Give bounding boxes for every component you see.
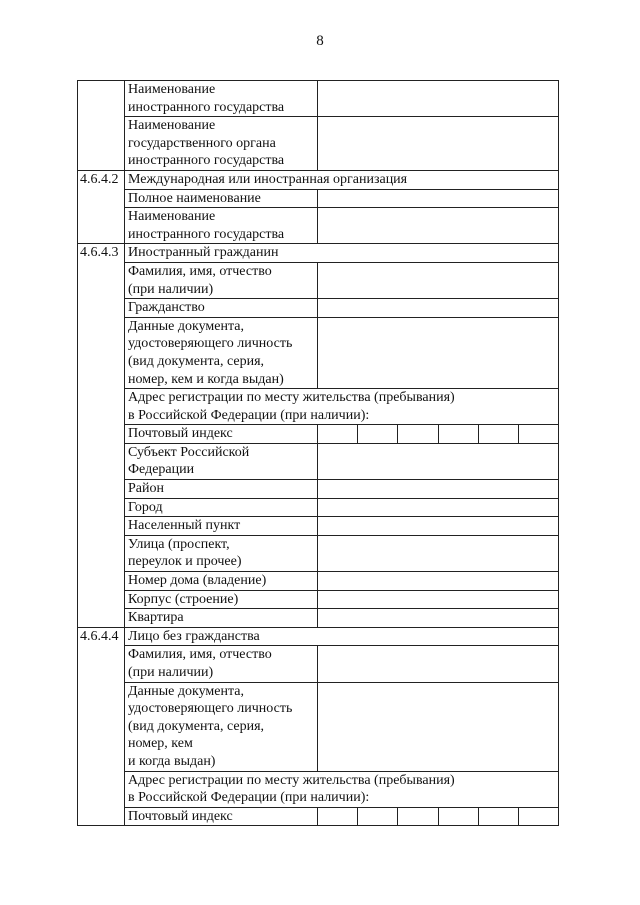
label-line: номер, кем и когда выдан) <box>128 371 284 387</box>
label-line: Фамилия, имя, отчество <box>128 263 272 279</box>
form-table <box>77 80 559 826</box>
label-line: Наименование <box>128 209 216 225</box>
postal-index-digit-cell[interactable] <box>358 808 398 826</box>
table-row <box>78 317 559 388</box>
label-line: Корпус (строение) <box>128 591 239 607</box>
label-line: (вид документа, серия, <box>128 718 265 734</box>
table-row <box>78 807 559 826</box>
postal-index-digit-cell[interactable] <box>519 425 558 443</box>
field-label <box>125 609 318 628</box>
table-row <box>78 646 559 682</box>
postal-index-digit-cell[interactable] <box>318 808 358 826</box>
postal-index-digit-cell[interactable] <box>479 425 519 443</box>
section-number: 4.6.4.3 <box>78 244 125 627</box>
label-line: номер, кем <box>128 736 193 752</box>
label-line: Субъект Российской <box>128 444 250 460</box>
field-label <box>125 208 318 244</box>
label-line: Почтовый индекс <box>128 426 233 442</box>
label-line: в Российской Федерации (при наличии): <box>128 790 370 806</box>
postal-index-digit-cell[interactable] <box>519 808 558 826</box>
value-field[interactable] <box>318 572 559 591</box>
label-line: переулок и прочее) <box>128 554 242 570</box>
value-field[interactable] <box>318 535 559 571</box>
label-line: Квартира <box>128 610 184 626</box>
section-title <box>125 771 559 807</box>
value-field[interactable] <box>318 609 559 628</box>
section-title <box>125 389 559 425</box>
table-row <box>78 480 559 499</box>
section-number: 4.6.4.2 <box>78 170 125 243</box>
label-line: удостоверяющего личность <box>128 336 293 352</box>
label-line: Населенный пункт <box>128 518 241 534</box>
label-line: Почтовый индекс <box>128 808 233 824</box>
field-label <box>125 535 318 571</box>
field-label <box>125 646 318 682</box>
table-row <box>78 590 559 609</box>
value-field[interactable] <box>318 443 559 479</box>
section-number: 4.6.4.4 <box>78 627 125 826</box>
label-line: Адрес регистрации по месту жительства (пребывания) <box>128 772 455 788</box>
value-field[interactable] <box>318 208 559 244</box>
postal-index-digit-cell[interactable] <box>439 808 479 826</box>
postal-index-field[interactable] <box>318 425 559 444</box>
value-field[interactable] <box>318 299 559 318</box>
field-label <box>125 480 318 499</box>
table-row <box>78 498 559 517</box>
section-header-row <box>78 170 559 189</box>
section-title <box>125 627 559 646</box>
label-line: Наименование <box>128 82 216 97</box>
field-label <box>125 682 318 771</box>
table-row <box>78 189 559 208</box>
field-label <box>125 807 318 826</box>
value-field[interactable] <box>318 262 559 298</box>
value-field[interactable] <box>318 498 559 517</box>
label-line: Район <box>128 481 164 497</box>
label-line: иностранного государства <box>128 99 285 115</box>
field-label <box>125 189 318 208</box>
field-label <box>125 443 318 479</box>
section-title <box>125 244 559 263</box>
postal-index-digit-cell[interactable] <box>358 425 398 443</box>
value-field[interactable] <box>318 646 559 682</box>
value-field[interactable] <box>318 117 559 171</box>
label-line: Номер дома (владение) <box>128 573 267 589</box>
label-line: Город <box>128 499 163 515</box>
postal-index-digit-cell[interactable] <box>318 425 358 443</box>
value-field[interactable] <box>318 517 559 536</box>
label-line: иностранного государства <box>128 226 285 242</box>
field-label <box>125 590 318 609</box>
value-field[interactable] <box>318 590 559 609</box>
table-row <box>78 682 559 771</box>
value-field[interactable] <box>318 682 559 771</box>
label-line: иностранного государства <box>128 153 285 169</box>
table-row <box>78 535 559 571</box>
table-row <box>78 262 559 298</box>
label-line: Международная или иностранная организация <box>128 171 408 187</box>
value-field[interactable] <box>318 81 559 117</box>
label-line: Адрес регистрации по месту жительства (пребывания) <box>128 390 455 406</box>
section-number <box>78 81 125 171</box>
table-row <box>78 208 559 244</box>
table-row <box>78 81 559 117</box>
table-row <box>78 299 559 318</box>
field-label <box>125 498 318 517</box>
table-row <box>78 572 559 591</box>
label-line: государственного органа <box>128 135 276 151</box>
label-line: Наименование <box>128 118 216 134</box>
field-label <box>125 572 318 591</box>
field-label <box>125 299 318 318</box>
section-header-row <box>78 244 559 263</box>
table-row <box>78 443 559 479</box>
section-header-row <box>78 389 559 425</box>
table-row <box>78 117 559 171</box>
table-row <box>78 425 559 444</box>
label-line: Иностранный гражданин <box>128 245 279 261</box>
label-line: (вид документа, серия, <box>128 353 265 369</box>
table-row <box>78 517 559 536</box>
label-line: Фамилия, имя, отчество <box>128 647 272 663</box>
value-field[interactable] <box>318 480 559 499</box>
postal-index-digit-cell[interactable] <box>398 808 438 826</box>
label-line: Федерации <box>128 462 195 478</box>
label-line: Гражданство <box>128 300 205 316</box>
value-field[interactable] <box>318 317 559 388</box>
label-line: Данные документа, <box>128 683 244 699</box>
label-line: Улица (проспект, <box>128 536 230 552</box>
field-label <box>125 517 318 536</box>
postal-index-digit-cell[interactable] <box>439 425 479 443</box>
postal-index-digit-cell[interactable] <box>479 808 519 826</box>
section-header-row <box>78 771 559 807</box>
label-line: Лицо без гражданства <box>128 628 260 644</box>
label-line: Полное наименование <box>128 190 261 206</box>
postal-index-digit-cell[interactable] <box>398 425 438 443</box>
label-line: в Российской Федерации (при наличии): <box>128 407 370 423</box>
field-label <box>125 262 318 298</box>
field-label <box>125 425 318 444</box>
value-field[interactable] <box>318 189 559 208</box>
label-line: и когда выдан) <box>128 753 216 769</box>
section-header-row <box>78 627 559 646</box>
label-line: (при наличии) <box>128 281 214 297</box>
section-title <box>125 170 559 189</box>
field-label <box>125 81 318 117</box>
field-label <box>125 317 318 388</box>
postal-index-field[interactable] <box>318 807 559 826</box>
label-line: Данные документа, <box>128 318 244 334</box>
page-number: 8 <box>316 33 324 49</box>
label-line: удостоверяющего личность <box>128 701 293 717</box>
field-label <box>125 117 318 171</box>
table-row <box>78 609 559 628</box>
label-line: (при наличии) <box>128 665 214 680</box>
